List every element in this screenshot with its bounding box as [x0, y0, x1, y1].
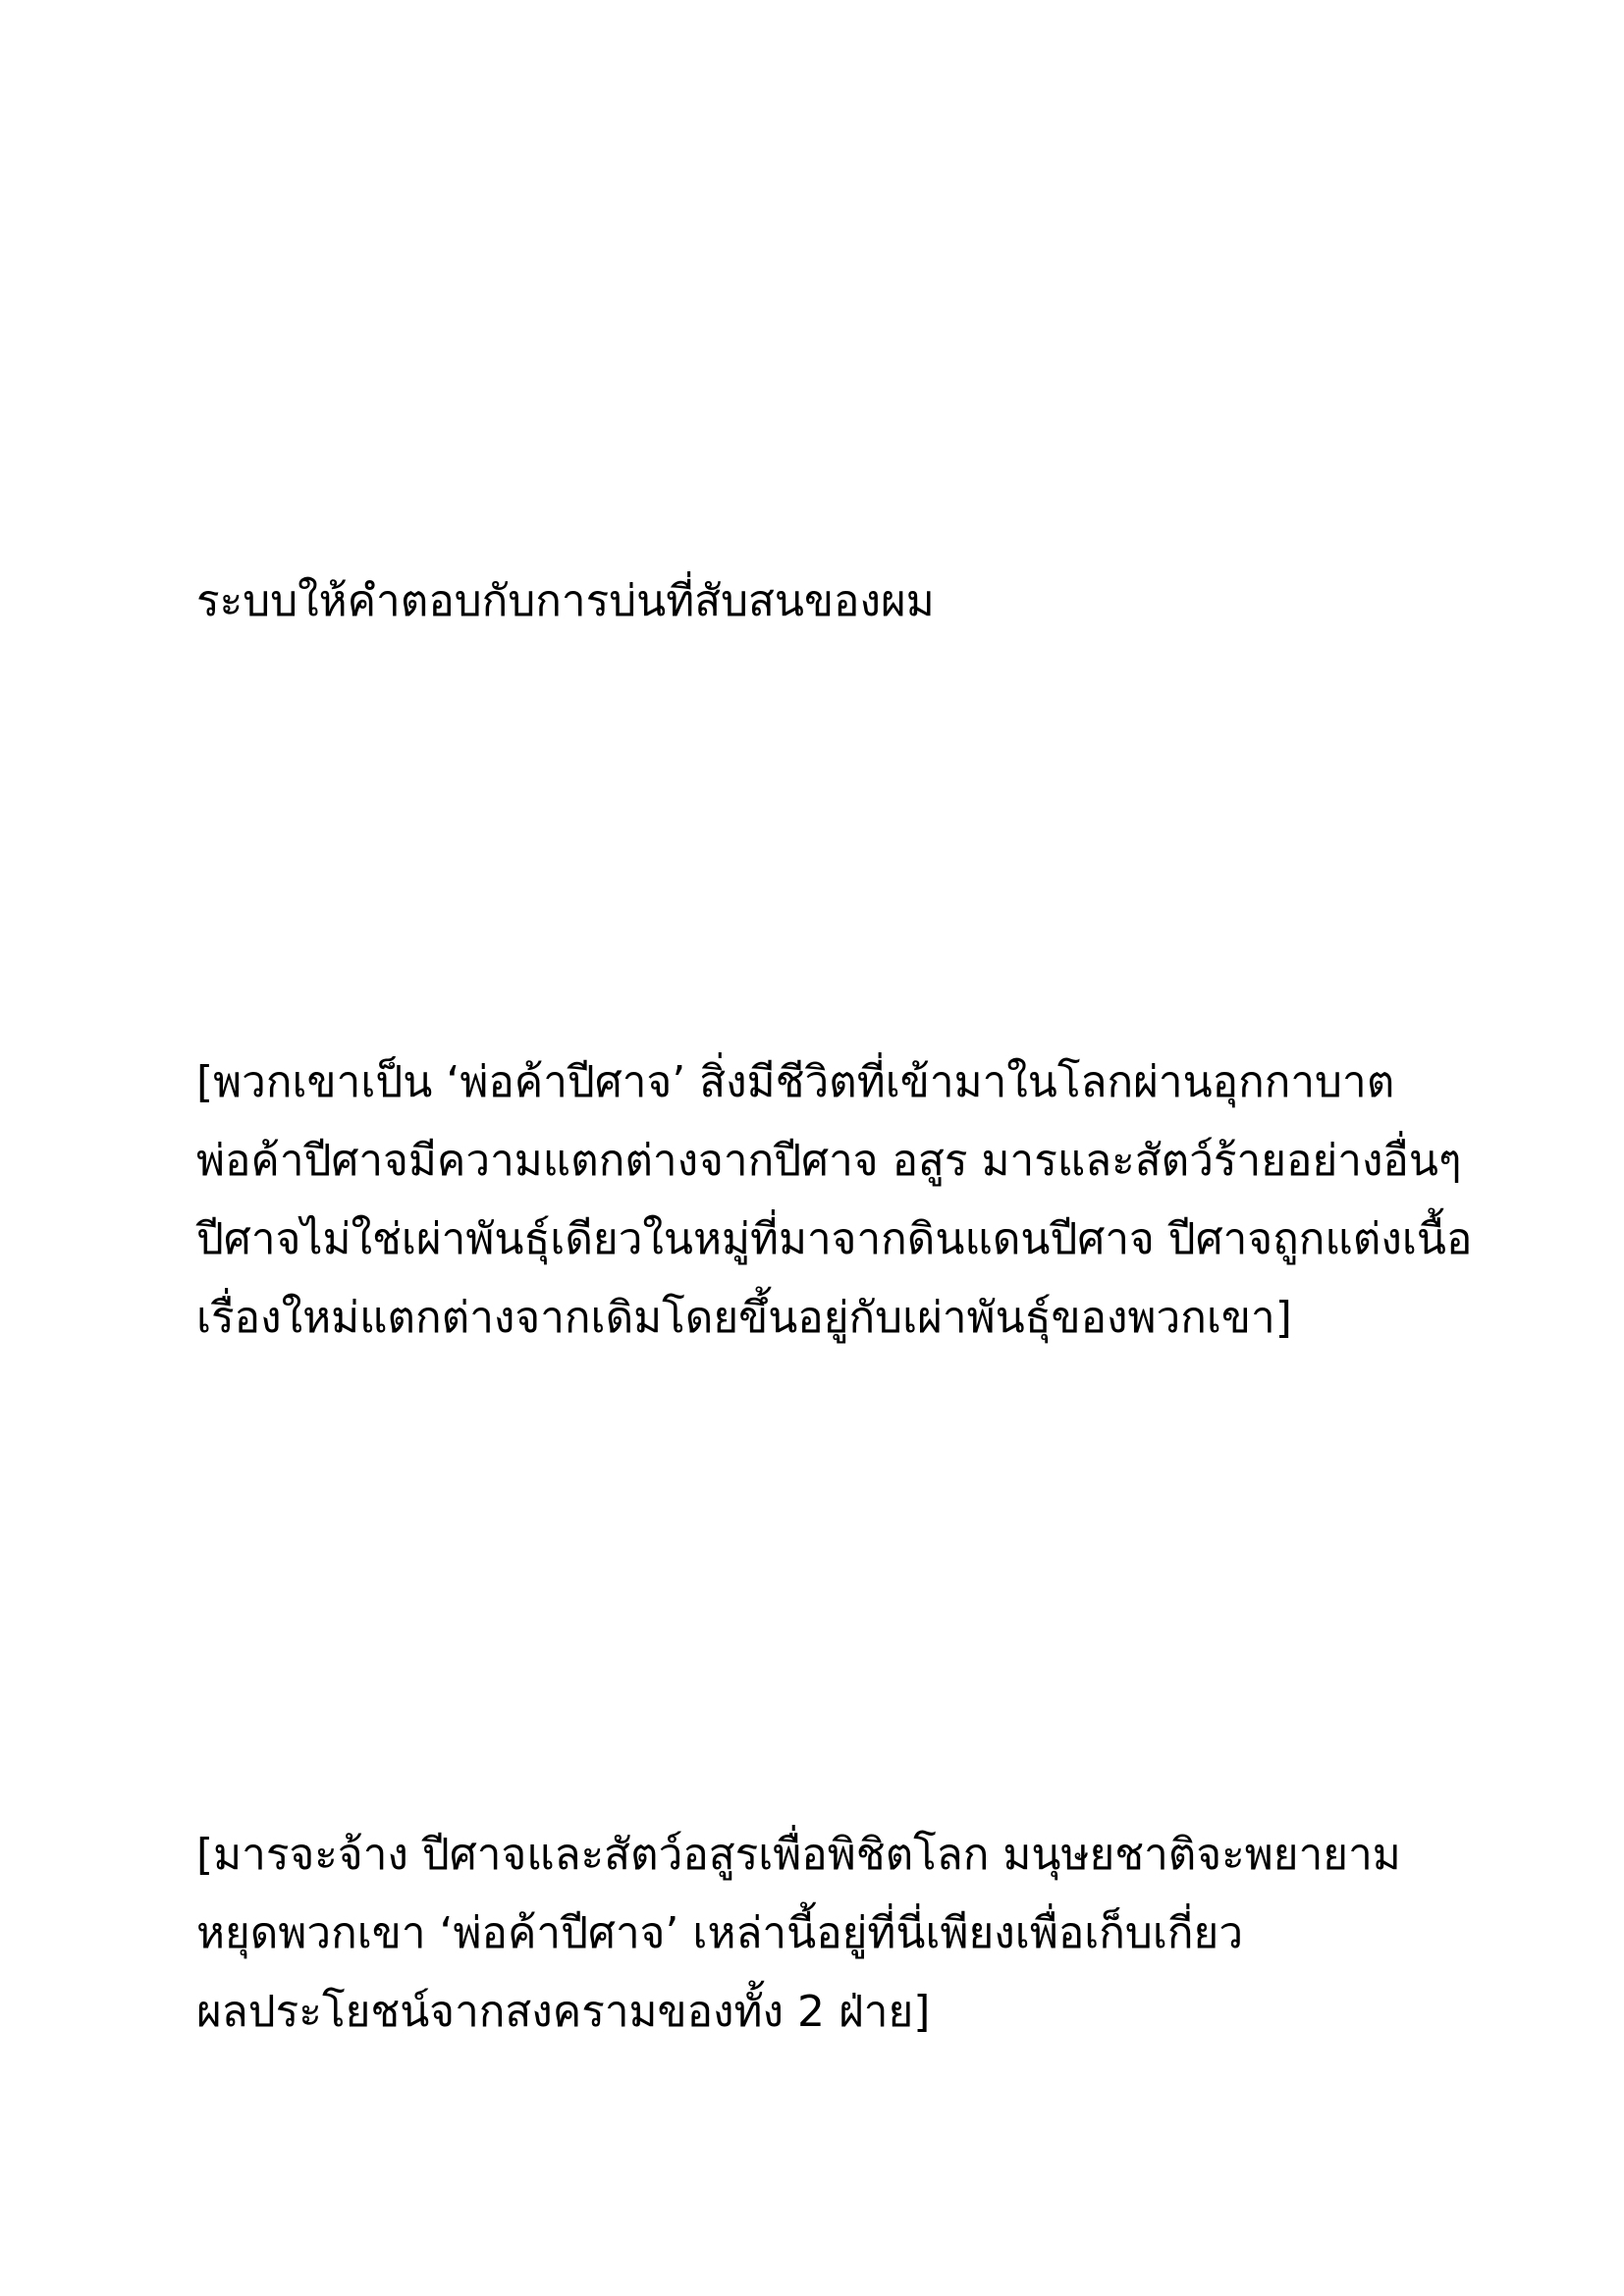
- text-line: [มารจะจ้าง ปีศาจและสัตว์อสูรเพื่อพิชิตโลก มนุษยชาติจะพยายาม: [196, 1830, 1401, 1880]
- text-line: ปีศาจไม่ใช่เผ่าพันธุ์เดียวในหมู่ที่มาจากดินแดนปีศาจ ปีศาจถูกแต่งเนื้อ: [196, 1214, 1473, 1264]
- text-line: ผลประโยชน์จากสงครามของทั้ง 2 ฝ่าย]: [196, 1987, 931, 2037]
- text-line: ระบบให้คำตอบกับการบ่นที่สับสนของผม: [196, 576, 935, 626]
- text-line: [พวกเขาเป็น ‘พ่อค้าปีศาจ’ สิ่งมีชีวิตที่เข้ามาในโลกผ่านอุกกาบาต: [196, 1057, 1395, 1107]
- text-line: หยุดพวกเขา ‘พ่อค้าปีศาจ’ เหล่านี้อยู่ที่นี่เพียงเพื่อเก็บเกี่ยว: [196, 1908, 1244, 1958]
- text-line: เรื่องใหม่แตกต่างจากเดิมโดยขึ้นอยู่กับเผ่าพันธุ์ของพวกเขา]: [196, 1293, 1292, 1343]
- paragraph-system-reply: [196, 562, 1473, 641]
- paragraph-demon-merchants: [196, 1043, 1473, 1358]
- text-line: พ่อค้าปีศาจมีความแตกต่างจากปีศาจ อสูร มารและสัตว์ร้ายอย่างอื่นๆ: [196, 1136, 1462, 1186]
- paragraph-war-profit: [196, 1816, 1473, 2052]
